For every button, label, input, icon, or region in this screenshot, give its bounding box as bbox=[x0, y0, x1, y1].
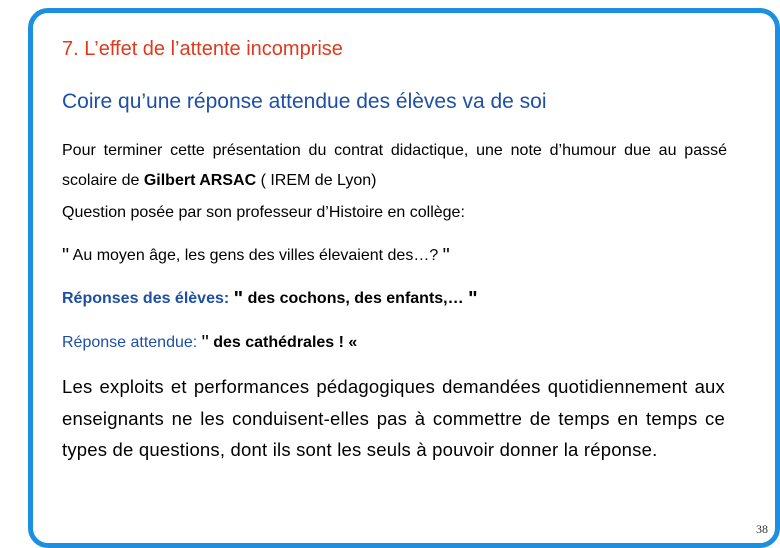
open-quote: " bbox=[201, 332, 209, 354]
expected-answer-label: Réponse attendue: bbox=[62, 334, 202, 351]
close-quote: " bbox=[442, 245, 450, 267]
author-name: Gilbert ARSAC bbox=[143, 172, 257, 189]
close-quote: " bbox=[468, 288, 478, 310]
question-intro: Question posée par son professeur d’Histoire en collège: bbox=[62, 204, 465, 221]
slide-frame bbox=[28, 8, 780, 548]
students-answers bbox=[62, 288, 478, 311]
intro-paragraph bbox=[62, 136, 727, 196]
slide-subtitle: Coire qu’une réponse attendue des élèves va de soi bbox=[62, 90, 547, 113]
conclusion-paragraph: Les exploits et performances pédagogiques demandées quotidiennement aux enseignants ne les conduisent-elles pas à commettre de temps en temps ce types de questions, dont ils sont les seuls à pouvoir donner la réponse. bbox=[62, 376, 725, 460]
teacher-question bbox=[62, 245, 450, 268]
question-text: Au moyen âge, les gens des villes élevaient des…? bbox=[69, 247, 443, 264]
students-answers-text: des cochons, des enfants,… bbox=[243, 290, 469, 307]
expected-answer bbox=[62, 332, 357, 355]
expected-answer-text: des cathédrales ! « bbox=[208, 334, 358, 351]
slide-title: 7. L’effet de l’attente incomprise bbox=[62, 38, 343, 60]
intro-text: Pour terminer cette présentation du contrat didactique, une note d’humour due au passé scolaire de bbox=[62, 142, 727, 189]
open-quote: " bbox=[62, 245, 70, 267]
page-number: 38 bbox=[756, 522, 768, 536]
students-answers-label: Réponses des élèves: bbox=[62, 290, 234, 307]
open-quote: " bbox=[233, 288, 244, 310]
intro-affiliation: ( IREM de Lyon) bbox=[256, 172, 377, 189]
